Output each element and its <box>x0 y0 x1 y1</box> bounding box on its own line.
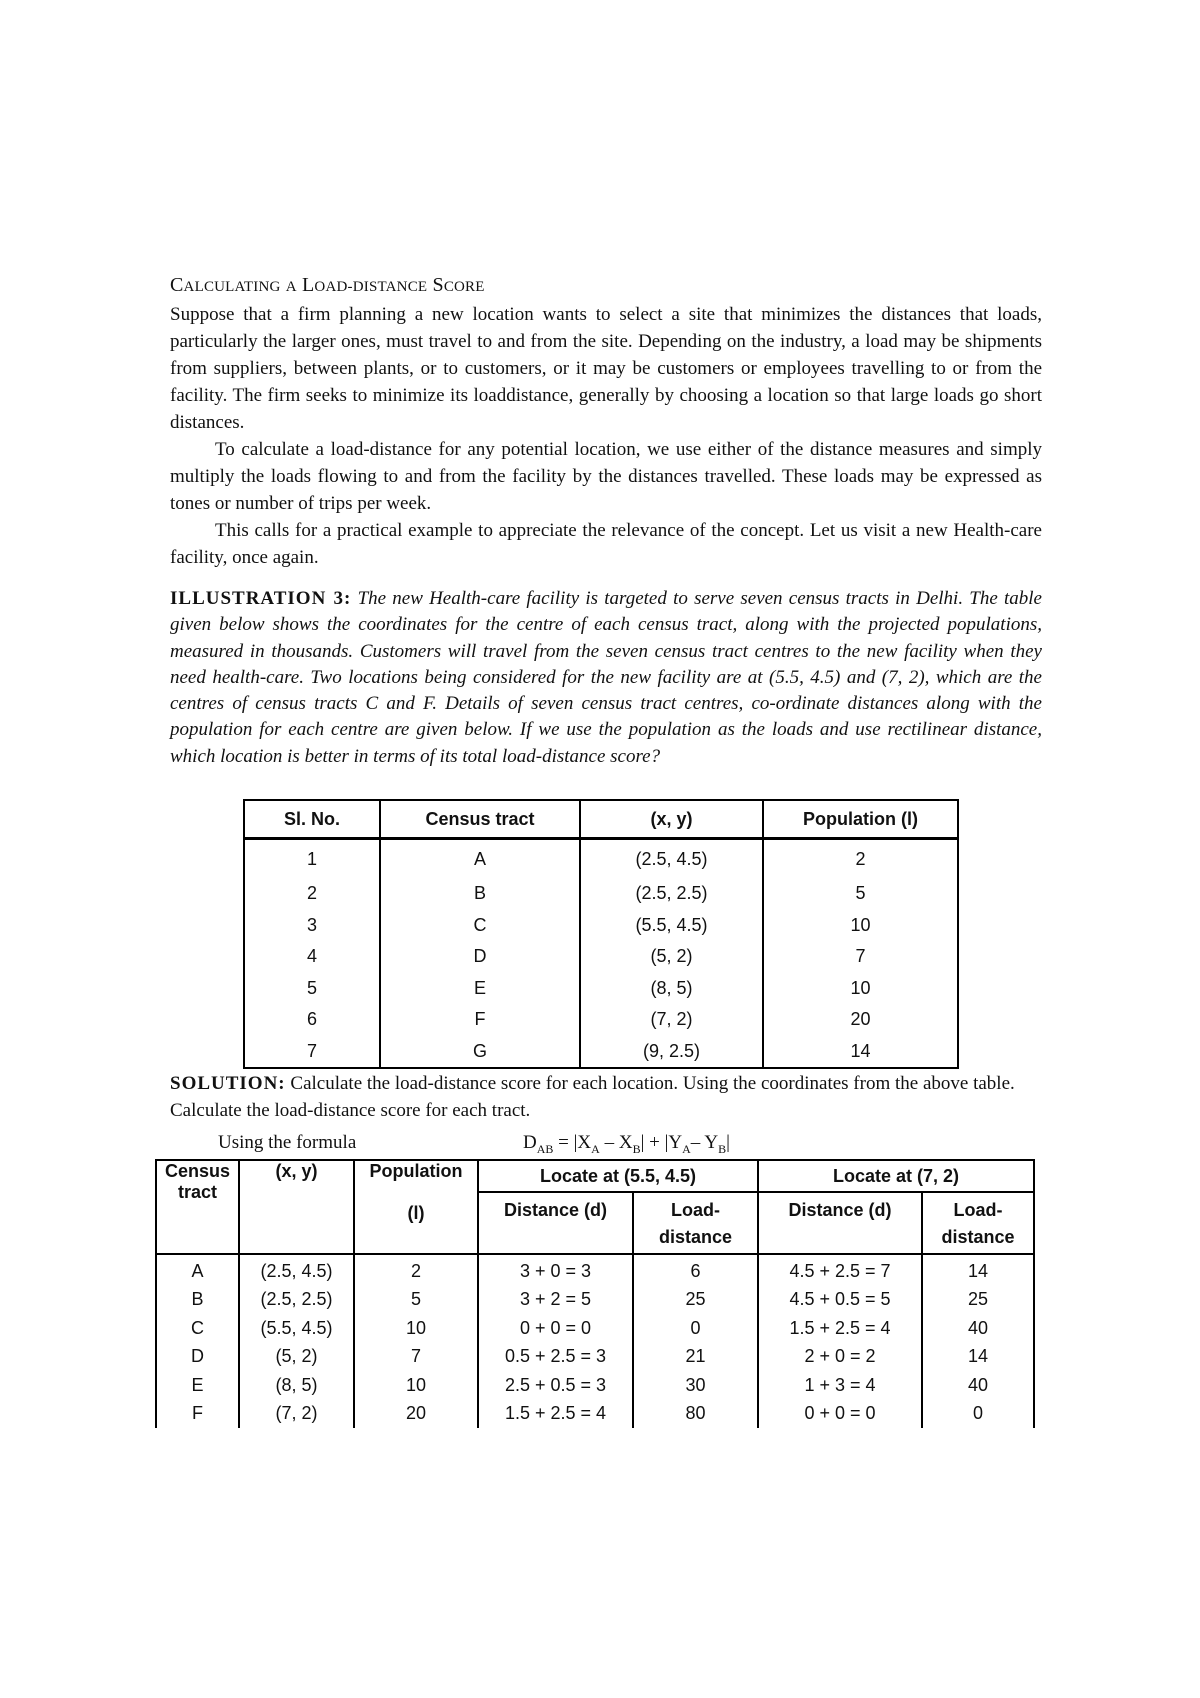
table-cell: 1 + 3 = 4 <box>758 1371 922 1400</box>
table-cell: 7 <box>244 1036 380 1069</box>
table-cell: (2.5, 2.5) <box>580 878 763 910</box>
table-cell: 4.5 + 0.5 = 5 <box>758 1286 922 1315</box>
table-cell: 0 <box>633 1314 758 1343</box>
table-cell: (2.5, 4.5) <box>580 839 763 879</box>
census-tract-table <box>243 799 959 1069</box>
table-row <box>244 878 958 910</box>
formula-intro: Using the formula <box>218 1132 357 1153</box>
table-row <box>156 1286 1034 1315</box>
table-cell: 20 <box>354 1400 478 1429</box>
table-cell: 4 <box>244 941 380 973</box>
rectilinear-formula: $D_{AB} = |X_A - X_B| + |Y_A-$ $Y_B|$ <box>523 1132 730 1156</box>
table-cell: (7, 2) <box>239 1400 354 1429</box>
table-cell: 0 <box>922 1400 1034 1429</box>
table-cell: 30 <box>633 1371 758 1400</box>
table-cell: (5.5, 4.5) <box>580 910 763 942</box>
table-cell: 25 <box>633 1286 758 1315</box>
table-cell: 0.5 + 2.5 = 3 <box>478 1343 633 1372</box>
table-cell: (8, 5) <box>580 973 763 1005</box>
table-cell: 4.5 + 2.5 = 7 <box>758 1254 922 1286</box>
header-load-distance-2: Load- distance <box>922 1192 1034 1254</box>
table-cell: 2 <box>763 839 958 879</box>
load-distance-table <box>155 1159 1035 1428</box>
table-cell: B <box>156 1286 239 1315</box>
header-xy: (x, y) <box>580 800 763 839</box>
table-cell: (5.5, 4.5) <box>239 1314 354 1343</box>
illustration-label: ILLUSTRATION 3: <box>170 588 352 609</box>
table-cell: 21 <box>633 1343 758 1372</box>
solution-text: Calculate the load-distance score for each location. Using the coordinates from the above table. Calculate the load-distance score for each tract. <box>170 1073 1015 1121</box>
table-cell: 2.5 + 0.5 = 3 <box>478 1371 633 1400</box>
table-cell: 3 + 0 = 3 <box>478 1254 633 1286</box>
table-cell: (2.5, 4.5) <box>239 1254 354 1286</box>
table-cell: (2.5, 2.5) <box>239 1286 354 1315</box>
table-cell: F <box>380 1004 580 1036</box>
table-cell: 1.5 + 2.5 = 4 <box>478 1400 633 1429</box>
table-cell: (7, 2) <box>580 1004 763 1036</box>
table-cell: 5 <box>763 878 958 910</box>
table-cell: (5, 2) <box>239 1343 354 1372</box>
table-row <box>244 973 958 1005</box>
table-row <box>156 1371 1034 1400</box>
intro-text <box>170 301 1042 571</box>
table-cell: 7 <box>354 1343 478 1372</box>
table-cell: 7 <box>763 941 958 973</box>
table-cell: 2 <box>244 878 380 910</box>
table-cell: 5 <box>354 1286 478 1315</box>
table-cell: 80 <box>633 1400 758 1429</box>
header-load-distance-1: Load- distance <box>633 1192 758 1254</box>
table-cell: F <box>156 1400 239 1429</box>
table-row <box>156 1314 1034 1343</box>
table-cell: (9, 2.5) <box>580 1036 763 1069</box>
table-cell: 1 <box>244 839 380 879</box>
header-population: Population (l) <box>354 1160 478 1254</box>
table-cell: G <box>380 1036 580 1069</box>
header-distance-1: Distance (d) <box>478 1192 633 1254</box>
table-cell: 1.5 + 2.5 = 4 <box>758 1314 922 1343</box>
table-cell: 0 + 0 = 0 <box>758 1400 922 1429</box>
table-cell: 14 <box>763 1036 958 1069</box>
header-distance-2: Distance (d) <box>758 1192 922 1254</box>
header-xy: (x, y) <box>239 1160 354 1254</box>
table-row <box>244 941 958 973</box>
paragraph-1: Suppose that a firm planning a new location wants to select a site that minimizes the distances that loads, particularly the larger ones, must travel to and from the site. Depending on the industry, a load may be shipments from suppliers, between plants, or to customers, or it may be customers or employees travelling to or from the facility. The firm seeks to minimize its loaddistance, generally by choosing a location so that large loads go short distances. <box>170 304 1042 433</box>
table-cell: 25 <box>922 1286 1034 1315</box>
table-cell: 3 + 2 = 5 <box>478 1286 633 1315</box>
table-cell: 10 <box>763 910 958 942</box>
section-heading: CALCULATING A LOAD-DISTANCE SCORE <box>170 274 485 296</box>
table-cell: 3 <box>244 910 380 942</box>
paragraph-3: This calls for a practical example to appreciate the relevance of the concept. Let us visit a new Health-care facility, once again. <box>170 520 1042 568</box>
table-cell: 20 <box>763 1004 958 1036</box>
table-row <box>244 839 958 879</box>
header-census-tract: Census tract <box>380 800 580 839</box>
table-cell: 10 <box>763 973 958 1005</box>
table-row <box>244 1004 958 1036</box>
table-cell: 5 <box>244 973 380 1005</box>
table-cell: 2 + 0 = 2 <box>758 1343 922 1372</box>
header-locate-f: Locate at (7, 2) <box>758 1160 1034 1192</box>
table-cell: D <box>156 1343 239 1372</box>
solution-label: SOLUTION: <box>170 1073 286 1094</box>
illustration-block <box>170 586 1042 770</box>
table-cell: C <box>156 1314 239 1343</box>
table-cell: A <box>380 839 580 879</box>
table-cell: 0 + 0 = 0 <box>478 1314 633 1343</box>
table-cell: 6 <box>244 1004 380 1036</box>
table-cell: E <box>156 1371 239 1400</box>
table-cell: D <box>380 941 580 973</box>
table-cell: B <box>380 878 580 910</box>
table-row <box>156 1343 1034 1372</box>
table-cell: 6 <box>633 1254 758 1286</box>
table-cell: (8, 5) <box>239 1371 354 1400</box>
table-cell: 10 <box>354 1371 478 1400</box>
table-cell: E <box>380 973 580 1005</box>
table-cell: 40 <box>922 1371 1034 1400</box>
table-cell: C <box>380 910 580 942</box>
paragraph-2: To calculate a load-distance for any potential location, we use either of the distance measures and simply multiply the loads flowing to and from the facility by the distances travelled. These loads may be expressed as tones or number of trips per week. <box>170 439 1042 514</box>
table-cell: 40 <box>922 1314 1034 1343</box>
header-census-tract: Census tract <box>156 1160 239 1254</box>
table-cell: 2 <box>354 1254 478 1286</box>
header-sl-no: Sl. No. <box>244 800 380 839</box>
table-row <box>156 1254 1034 1286</box>
table-cell: 10 <box>354 1314 478 1343</box>
header-locate-c: Locate at (5.5, 4.5) <box>478 1160 758 1192</box>
table-row <box>156 1400 1034 1429</box>
table-cell: A <box>156 1254 239 1286</box>
table-cell: 14 <box>922 1343 1034 1372</box>
header-population: Population (l) <box>763 800 958 839</box>
table-row <box>244 910 958 942</box>
table-row <box>244 1036 958 1069</box>
table-cell: (5, 2) <box>580 941 763 973</box>
solution-block <box>170 1070 1042 1124</box>
illustration-text: The new Health-care facility is targeted to serve seven census tracts in Delhi. The table given below shows the coordinates for the centre of each census tract, along with the projected populations, measured in thousands. Customers will travel from the seven census tract centres to the new facility when they need health-care. Two locations being considered for the new facility are at (5.5, 4.5) and (7, 2), which are the centres of census tracts C and F. Details of seven census tract centres, co-ordinate distances along with the population for each centre are given below. If we use the population as the loads and use rectilinear distance, which location is better in terms of its total load-distance score? <box>170 588 1042 767</box>
table-cell: 14 <box>922 1254 1034 1286</box>
